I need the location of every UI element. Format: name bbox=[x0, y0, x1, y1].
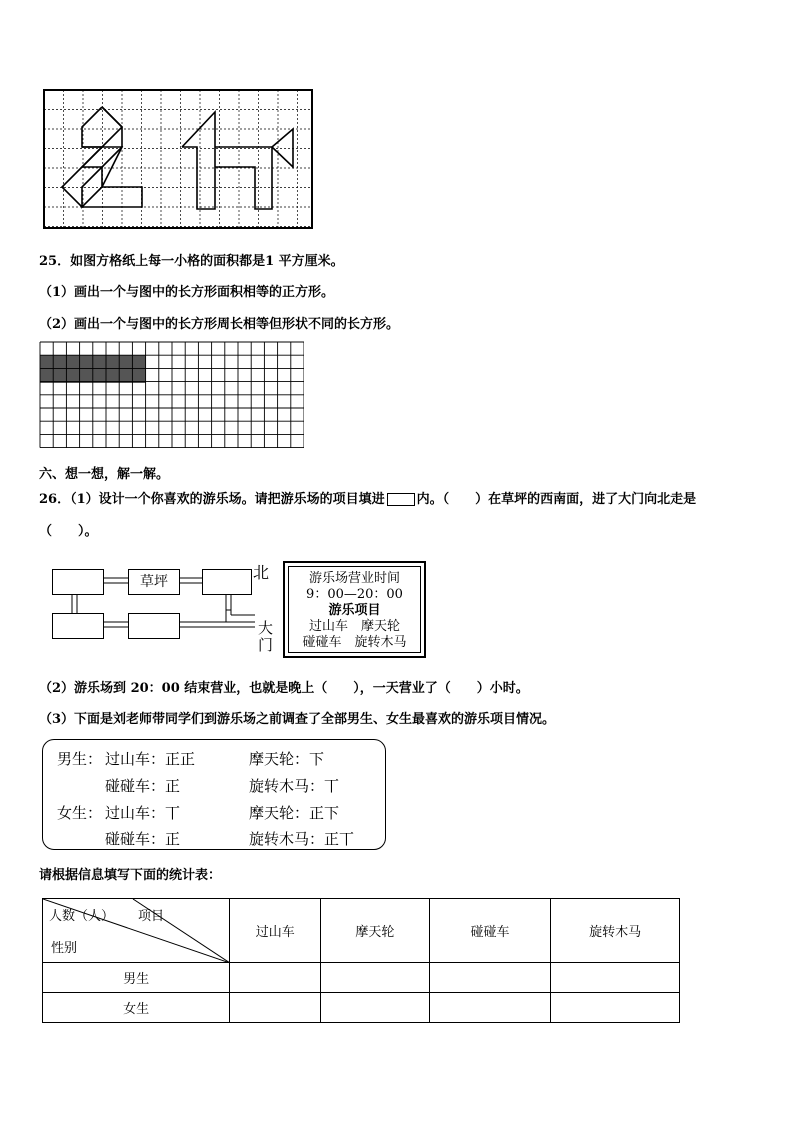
schedule-items-title: 游乐项目 bbox=[328, 603, 381, 618]
park-map bbox=[40, 560, 280, 660]
answer-cell[interactable] bbox=[321, 963, 430, 993]
col-header: 碰碰车 bbox=[429, 899, 551, 963]
map-box-northwest[interactable] bbox=[52, 569, 104, 595]
stats-table bbox=[42, 898, 680, 1023]
answer-cell[interactable] bbox=[321, 993, 430, 1023]
row-header: 男生 bbox=[43, 963, 230, 993]
q26-part1-end: （ ）。 bbox=[39, 524, 98, 539]
figure-right bbox=[182, 112, 215, 209]
corner-bottom: 性别 bbox=[51, 941, 78, 956]
answer-cell[interactable] bbox=[551, 993, 680, 1023]
figure-grid bbox=[40, 87, 315, 232]
girls-label: 女生： bbox=[57, 804, 103, 822]
q26-part2: （2）游乐场到 20：00 结束营业，也就是晚上（ ），一天营业了（ ）小时。 bbox=[39, 681, 529, 696]
col-header: 摩天轮 bbox=[321, 899, 430, 963]
col-header: 过山车 bbox=[230, 899, 321, 963]
schedule-row1: 过山车 摩天轮 bbox=[308, 619, 401, 634]
corner-cell bbox=[43, 899, 230, 963]
schedule-hours: 9：00—20：00 bbox=[306, 587, 403, 602]
map-box-lawn: 草坪 bbox=[128, 569, 180, 595]
map-box-northeast[interactable] bbox=[202, 569, 252, 595]
answer-cell[interactable] bbox=[230, 963, 321, 993]
answer-cell[interactable] bbox=[230, 993, 321, 1023]
corner-top-right: 项目 bbox=[138, 909, 165, 924]
schedule-row2: 碰碰车 旋转木马 bbox=[302, 635, 407, 650]
map-box-southwest[interactable] bbox=[52, 613, 104, 639]
col-header: 旋转木马 bbox=[551, 899, 680, 963]
row-header: 女生 bbox=[43, 993, 230, 1023]
answer-cell[interactable] bbox=[429, 993, 551, 1023]
table-intro: 请根据信息填写下面的统计表： bbox=[39, 868, 222, 883]
map-box-south[interactable] bbox=[128, 613, 180, 639]
section6-title: 六、想一想，解一解。 bbox=[39, 467, 170, 482]
tally-box: 男生： 过山车：正正 摩天轮：下 碰碰车：正 旋转木马：丅 女生： 过山车：丅 摩天轮：正下 碰碰车：正 旋转木马：正丅 bbox=[42, 739, 386, 850]
north-label: 北 bbox=[253, 563, 270, 582]
schedule-title: 游乐场营业时间 bbox=[308, 571, 400, 586]
schedule-box bbox=[283, 561, 426, 658]
answer-box-sample bbox=[387, 493, 415, 506]
q26-part3: （3）下面是刘老师带同学们到游乐场之前调查了全部男生、女生最喜欢的游乐项目情况。 bbox=[39, 712, 556, 727]
answer-cell[interactable] bbox=[551, 963, 680, 993]
square-grid bbox=[38, 341, 304, 453]
q26-part1: 26．（1）设计一个你喜欢的游乐场。请把游乐场的项目填进 内。（ ）在草坪的西南面，进了大门向北走是 bbox=[39, 492, 697, 507]
q25-title: 25．如图方格纸上每一小格的面积都是1 平方厘米。 bbox=[39, 254, 344, 269]
q25-part1: （1）画出一个与图中的长方形面积相等的正方形。 bbox=[39, 285, 335, 300]
answer-cell[interactable] bbox=[429, 963, 551, 993]
corner-top-left: 人数（人） bbox=[49, 909, 115, 924]
boys-label: 男生： bbox=[57, 750, 103, 768]
gate-label: 大 门 bbox=[258, 619, 274, 654]
q25-part2: （2）画出一个与图中的长方形周长相等但形状不同的长方形。 bbox=[39, 317, 400, 332]
